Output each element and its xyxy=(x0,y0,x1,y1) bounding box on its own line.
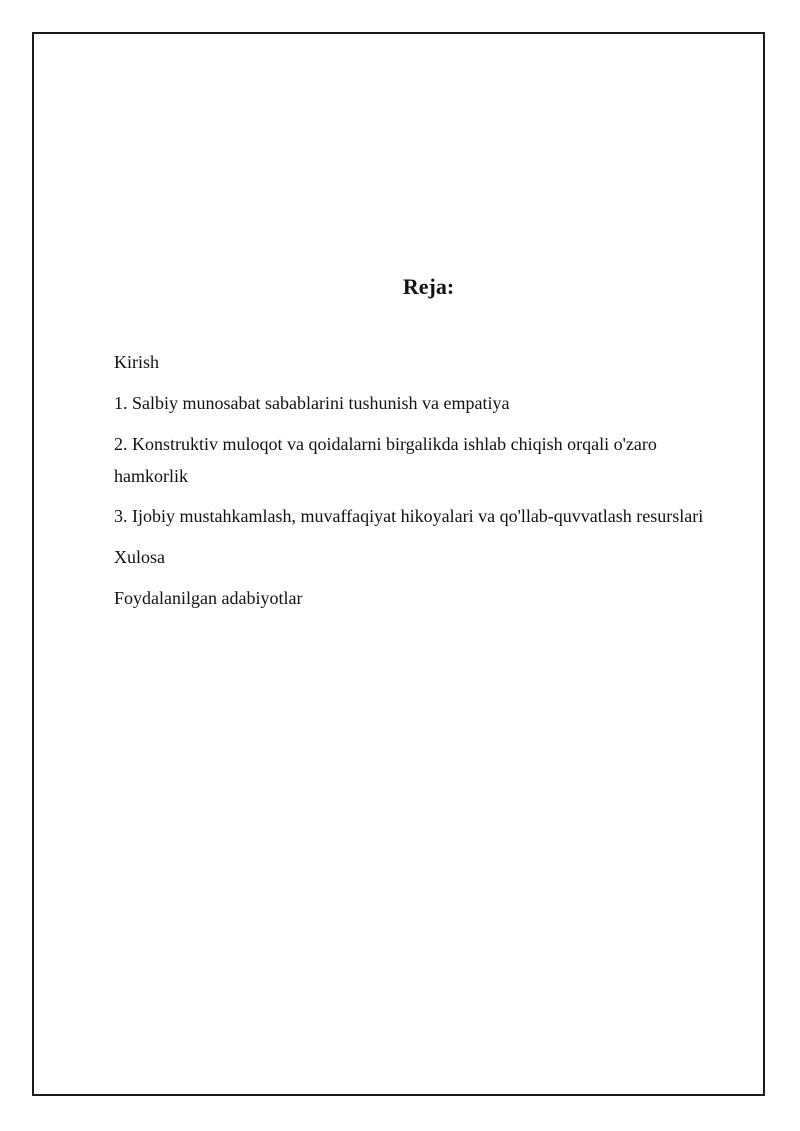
plan-item-1: 1. Salbiy munosabat sabablarini tushunish va empatiya xyxy=(114,393,510,413)
plan-title: Reja: xyxy=(402,274,455,299)
plan-item-conclusion: Xulosa xyxy=(114,547,165,567)
plan-item-introduction: Kirish xyxy=(114,352,159,372)
plan-item-3: 3. Ijobiy mustahkamlash, muvaffaqiyat hikoyalari va qo'llab-quvvatlash resurslari xyxy=(114,506,704,526)
plan-item-2: 2. Konstruktiv muloqot va qoidalarni birgalikda ishlab chiqish orqali o'zaro hamkorlik xyxy=(114,434,657,486)
plan-item-references: Foydalanilgan adabiyotlar xyxy=(114,588,303,608)
